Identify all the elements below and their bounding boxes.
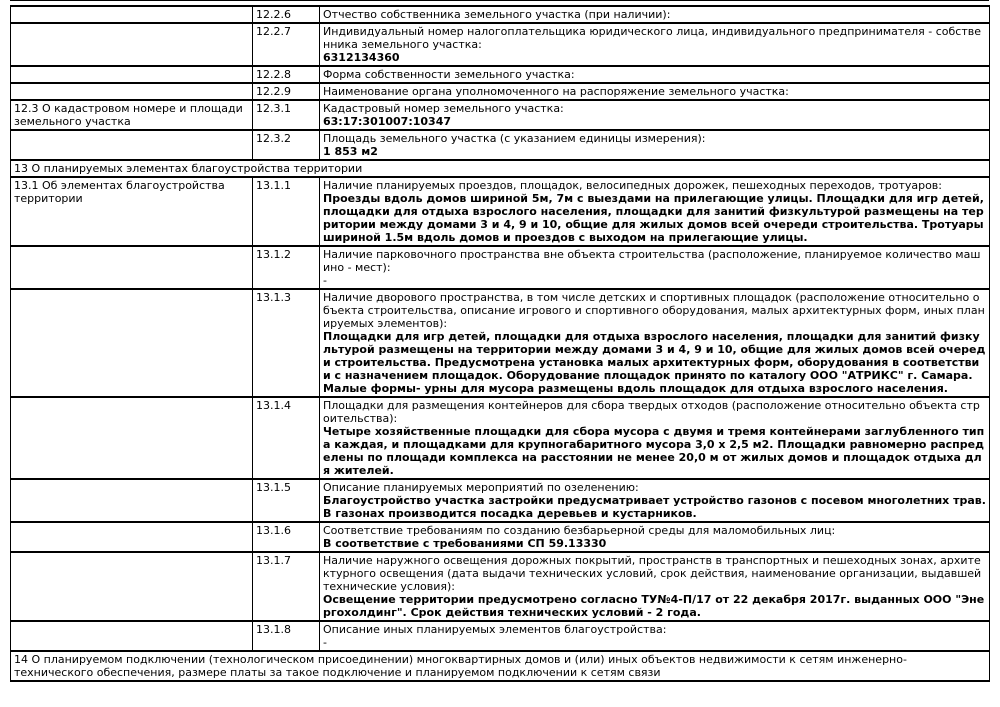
table-row <box>11 66 990 83</box>
row-number-cell: 12.2.7 <box>253 23 320 66</box>
row-number-cell: 12.3.2 <box>253 130 320 160</box>
answer-text: 1 853 м2 <box>323 145 378 158</box>
row-number-cell: 13.1.3 <box>253 289 320 397</box>
row-number-cell: 13.1.5 <box>253 479 320 522</box>
row-label-cell <box>11 66 253 83</box>
row-number-cell: 13.1.7 <box>253 552 320 621</box>
section-title: 13 О планируемых элементах благоустройства территории <box>11 160 990 177</box>
row-content-cell <box>320 552 990 621</box>
row-number-cell: 12.2.6 <box>253 6 320 23</box>
row-number-cell: 13.1.2 <box>253 246 320 289</box>
declaration-table-body <box>11 6 990 681</box>
row-content-cell <box>320 479 990 522</box>
table-row <box>11 130 990 160</box>
row-label-cell <box>11 289 253 397</box>
question-text: Отчество собственника земельного участка (при наличии): <box>323 8 671 21</box>
section-row <box>11 651 990 681</box>
row-content-cell <box>320 289 990 397</box>
row-label-cell <box>11 397 253 479</box>
table-row <box>11 23 990 66</box>
row-label-cell: 12.3 О кадастровом номере и площади земельного участка <box>11 100 253 130</box>
table-row <box>11 621 990 651</box>
previous-row-cut-border <box>10 0 989 1</box>
row-content-cell <box>320 6 990 23</box>
question-text: Кадастровый номер земельного участка: <box>323 102 564 115</box>
question-text: Описание иных планируемых элементов благоустройства: <box>323 623 667 636</box>
row-number-cell: 13.1.4 <box>253 397 320 479</box>
row-content-cell <box>320 100 990 130</box>
row-number-cell: 13.1.8 <box>253 621 320 651</box>
table-row <box>11 100 990 130</box>
row-number-cell: 12.2.9 <box>253 83 320 100</box>
row-label-cell <box>11 522 253 552</box>
row-content-cell <box>320 23 990 66</box>
row-label-cell <box>11 6 253 23</box>
row-number-cell: 13.1.6 <box>253 522 320 552</box>
answer-text: Освещение территории предусмотрено согласно ТУ№4-П/17 от 22 декабря 2017г. выданных ООО "Энергохолдинг". Срок действия технических условий - 2 года. <box>323 593 985 619</box>
row-label-cell <box>11 83 253 100</box>
answer-text: Проезды вдоль домов шириной 5м, 7м с выездами на прилегающие улицы. Площадки для игр детей, площадки для отдыха взрослого населения, площадки для занитий физкультурой размещены на территории между домами 3 и 4, 9 и 10, общие для жилых домов всей очереди строительства. Тротуары шириной 1.5м вдоль домов и проездов с выходом на прилегающие улицы. <box>323 192 984 244</box>
table-row <box>11 83 990 100</box>
question-text: Наличие дворового пространства, в том числе детских и спортивных площадок (расположение относительно объекта строительства, описание игрового и спортивного оборудования, малых архитектурных форм, иных планируемых элементов): <box>323 291 985 330</box>
row-label-cell: 13.1 Об элементах благоустройства территории <box>11 177 253 246</box>
row-content-cell <box>320 177 990 246</box>
table-row <box>11 289 990 397</box>
row-label-cell <box>11 552 253 621</box>
row-number-cell: 12.2.8 <box>253 66 320 83</box>
question-text: - <box>323 274 327 287</box>
table-row <box>11 552 990 621</box>
row-number-cell: 13.1.1 <box>253 177 320 246</box>
answer-text: Площадки для игр детей, площадки для отдыха взрослого населения, площадки для занитий физкультурой размещены на территории между домами 3 и 4, 9 и 10, общие для жилых домов всей очереди строительства. Предусмотрена установка малых архитектурных форм, оборудования в соответствии с назначением площадок. Оборудование площадок принято по каталогу ООО "АТРИКС" г. Самара. Малые формы- урны для мусора размещены вдоль площадок для отдыха взрослого населения. <box>323 330 986 395</box>
answer-text: 6312134360 <box>323 51 400 64</box>
answer-text: 63:17:301007:10347 <box>323 115 452 128</box>
answer-text: Благоустройство участка застройки предусматривает устройство газонов с посевом многолетних трав. В газонах производится посадка деревьев и кустарников. <box>323 494 986 520</box>
question-text: Наличие наружного освещения дорожных покрытий, пространств в транспортных и пешеходных зонах, архитектурного освещения (дата выдачи технических условий, срок действия, наименование организации, выдавшей технические условия): <box>323 554 982 593</box>
table-row <box>11 479 990 522</box>
section-row <box>11 160 990 177</box>
table-row <box>11 397 990 479</box>
row-label-cell <box>11 621 253 651</box>
question-text: Наличие планируемых проездов, площадок, велосипедных дорожек, пешеходных переходов, тротуаров: <box>323 179 942 192</box>
row-label-cell <box>11 479 253 522</box>
section-title: 14 О планируемом подключении (технологическом присоединении) многоквартирных домов и (или) иных объектов недвижимости к сетям инженерно-технического обеспечения, размере платы за такое подключение и планируемом подключении к сетям связи <box>11 651 990 681</box>
row-content-cell <box>320 397 990 479</box>
table-row <box>11 246 990 289</box>
row-content-cell <box>320 246 990 289</box>
question-text: - <box>323 636 327 649</box>
answer-text: Четыре хозяйственные площадки для сбора мусора с двумя и тремя контейнерами заглубленного типа каждая, и площадками для крупногабаритного мусора 3,0 х 2,5 м2. Площадки равномерно распределены по площади комплекса на расстоянии не менее 20,0 м от жилых домов и площадок отдыха для жителей. <box>323 425 985 477</box>
row-label-cell <box>11 23 253 66</box>
question-text: Соответствие требованиям по созданию безбарьерной среды для маломобильных лиц: <box>323 524 836 537</box>
row-content-cell <box>320 66 990 83</box>
question-text: Форма собственности земельного участка: <box>323 68 575 81</box>
row-content-cell <box>320 522 990 552</box>
table-row <box>11 177 990 246</box>
row-number-cell: 12.3.1 <box>253 100 320 130</box>
answer-text: В соответствие с требованиями СП 59.13330 <box>323 537 607 550</box>
question-text: Индивидуальный номер налогоплательщика юридического лица, индивидуального предпринимателя - собственника земельного участка: <box>323 25 981 51</box>
question-text: Наличие парковочного пространства вне объекта строительства (расположение, планируемое количество машино - мест): <box>323 248 981 274</box>
declaration-table <box>10 5 990 682</box>
row-label-cell <box>11 246 253 289</box>
question-text: Наименование органа уполномоченного на распоряжение земельного участка: <box>323 85 789 98</box>
row-content-cell <box>320 83 990 100</box>
row-content-cell <box>320 130 990 160</box>
table-row <box>11 6 990 23</box>
question-text: Площадки для размещения контейнеров для сбора твердых отходов (расположение относительно объекта строительства): <box>323 399 980 425</box>
row-content-cell <box>320 621 990 651</box>
row-label-cell <box>11 130 253 160</box>
table-row <box>11 522 990 552</box>
question-text: Описание планируемых мероприятий по озеленению: <box>323 481 639 494</box>
question-text: Площадь земельного участка (с указанием единицы измерения): <box>323 132 706 145</box>
